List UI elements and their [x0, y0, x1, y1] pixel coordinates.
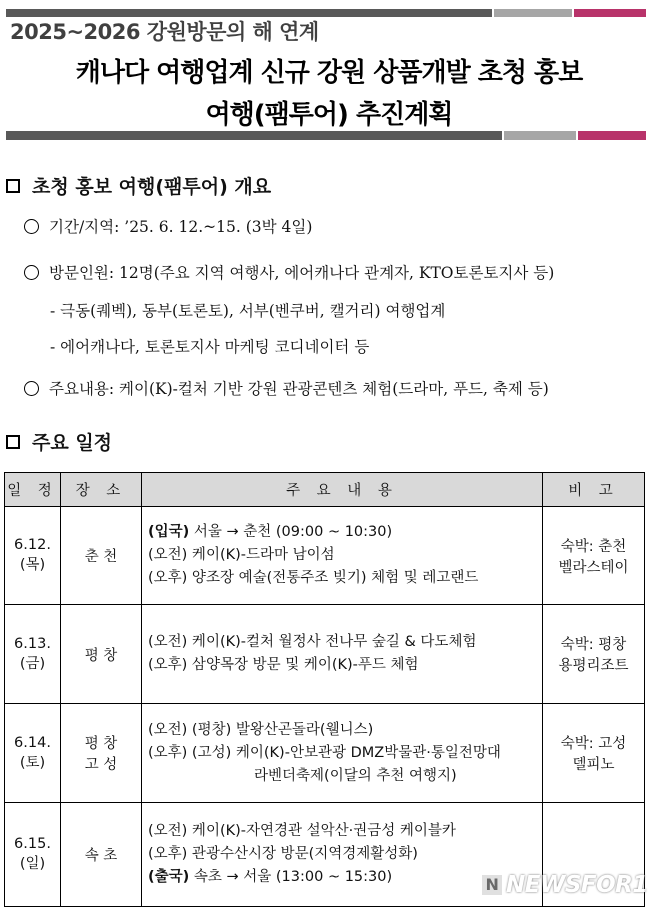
- content-text: 서울 → 춘천 (09:00 ~ 10:30): [189, 524, 393, 540]
- note-line: 델피노: [572, 757, 615, 773]
- header-subtitle: 2025~2026 강원방문의 해 연계: [10, 20, 319, 44]
- content-cell: [142, 605, 543, 704]
- schedule-heading: [6, 428, 112, 455]
- square-bullet-icon: [6, 435, 20, 449]
- newsfor1-watermark: [482, 872, 648, 898]
- content-line: (오후) 양조장 예술(전통주조 빚기) 체험 및 레고랜드: [148, 570, 479, 586]
- place: 춘 천: [84, 549, 118, 565]
- departure-tag: (출국): [148, 869, 190, 885]
- day: (토): [19, 754, 46, 771]
- square-bullet-icon: [6, 179, 20, 193]
- content-line: (오전) 케이(K)-드라마 남이섬: [148, 547, 335, 563]
- place-cell: [61, 507, 142, 605]
- bottom-bar-dark: [6, 131, 502, 140]
- content-line: [148, 521, 542, 544]
- place-cell: [61, 605, 142, 704]
- watermark-text: NEWSFOR1: [506, 872, 648, 898]
- content-line: (오후) 삼양목장 방문 및 케이(K)-푸드 체험: [148, 657, 419, 673]
- note-line: 숙박: 고성: [560, 736, 627, 752]
- page-title-line2: 여행(팸투어) 추진계획: [205, 100, 453, 130]
- date: 6.13.: [14, 635, 51, 652]
- top-bar-accent: [574, 9, 646, 17]
- place: 고 성: [84, 757, 118, 773]
- schedule-heading-text: 주요 일정: [32, 432, 113, 454]
- note-cell: [543, 507, 645, 605]
- overview-visitors-text: 방문인원: 12명(주요 지역 여행사, 에어캐나다 관계자, KTO토론토지사 등): [49, 264, 555, 282]
- place: 평 창: [84, 647, 118, 664]
- date-cell: [5, 507, 61, 605]
- column-header: 주 요 내 용: [142, 473, 543, 507]
- table-header-row: [5, 473, 645, 507]
- note-cell: [543, 704, 645, 803]
- date: 6.15.: [14, 836, 51, 852]
- note-cell: [543, 605, 645, 704]
- table-row: [5, 507, 645, 605]
- overview-visitors: [24, 261, 554, 283]
- bottom-bar-accent: [578, 131, 646, 140]
- table-row: [5, 605, 645, 704]
- day: (일): [19, 856, 46, 872]
- schedule-table: [4, 472, 645, 907]
- column-header: 비 고: [543, 473, 645, 507]
- content-line: (오전) 케이(K)-자연경관 설악산·권금성 케이블카: [148, 823, 456, 839]
- content-line: (오전) (평창) 발왕산곤돌라(웰니스): [148, 721, 374, 738]
- day: (금): [19, 655, 46, 672]
- bottom-bar-gray: [504, 131, 576, 140]
- place: 평 창: [84, 736, 118, 752]
- content-line: (오후) 관광수산시장 방문(지역경제활성화): [148, 846, 418, 862]
- newsfor1-logo-icon: N: [482, 875, 502, 895]
- place: 속 초: [84, 848, 118, 864]
- overview-visitors-sub-2: - 에어캐나다, 토론토지사 마케팅 코디네이터 등: [50, 338, 370, 356]
- place-cell: [61, 803, 142, 907]
- circle-bullet-icon: [24, 219, 39, 234]
- overview-heading: [6, 172, 271, 199]
- header-bottom-bar: [6, 131, 646, 140]
- note-line: 용평리조트: [558, 658, 629, 674]
- overview-period: [24, 215, 312, 237]
- column-header: 장 소: [61, 473, 142, 507]
- overview-content: [24, 377, 549, 399]
- day: (목): [19, 557, 46, 573]
- column-header: 일 정: [5, 473, 61, 507]
- note-line: 숙박: 춘천: [560, 538, 627, 555]
- content-cell: [142, 704, 543, 803]
- top-bar-gray: [494, 9, 572, 17]
- arrival-tag: (입국): [148, 524, 190, 540]
- overview-visitors-sub-1: - 극동(퀘벡), 동부(토론토), 서부(벤쿠버, 캘거리) 여행업계: [50, 302, 446, 320]
- note-line: 벨라스테이: [558, 559, 629, 576]
- content-line: 라벤더축제(이달의 추천 여행지): [254, 767, 457, 784]
- overview-heading-text: 초청 홍보 여행(팸투어) 개요: [32, 176, 272, 198]
- note-line: 숙박: 평창: [560, 637, 627, 653]
- table-row: [5, 704, 645, 803]
- page-title-line1: 캐나다 여행업계 신규 강원 상품개발 초청 홍보: [75, 58, 583, 88]
- date: 6.14.: [14, 734, 51, 751]
- date-cell: [5, 704, 61, 803]
- place-cell: [61, 704, 142, 803]
- content-line: (오후) (고성) 케이(K)-안보관광 DMZ박물관·통일전망대: [148, 744, 501, 761]
- overview-content-text: 주요내용: 케이(K)-컬처 기반 강원 관광콘텐츠 체험(드라마, 푸드, 축제 등): [49, 380, 549, 398]
- circle-bullet-icon: [24, 381, 39, 396]
- content-line: (오전) 케이(K)-컬처 월정사 전나무 숲길 & 다도체험: [148, 634, 477, 650]
- date-cell: [5, 605, 61, 704]
- circle-bullet-icon: [24, 265, 39, 280]
- overview-period-text: 기간/지역: ’25. 6. 12.~15. (3박 4일): [49, 218, 313, 236]
- date: 6.12.: [14, 537, 51, 553]
- content-text: 속초 → 서울 (13:00 ~ 15:30): [189, 869, 393, 885]
- content-cell: [142, 507, 543, 605]
- date-cell: [5, 803, 61, 907]
